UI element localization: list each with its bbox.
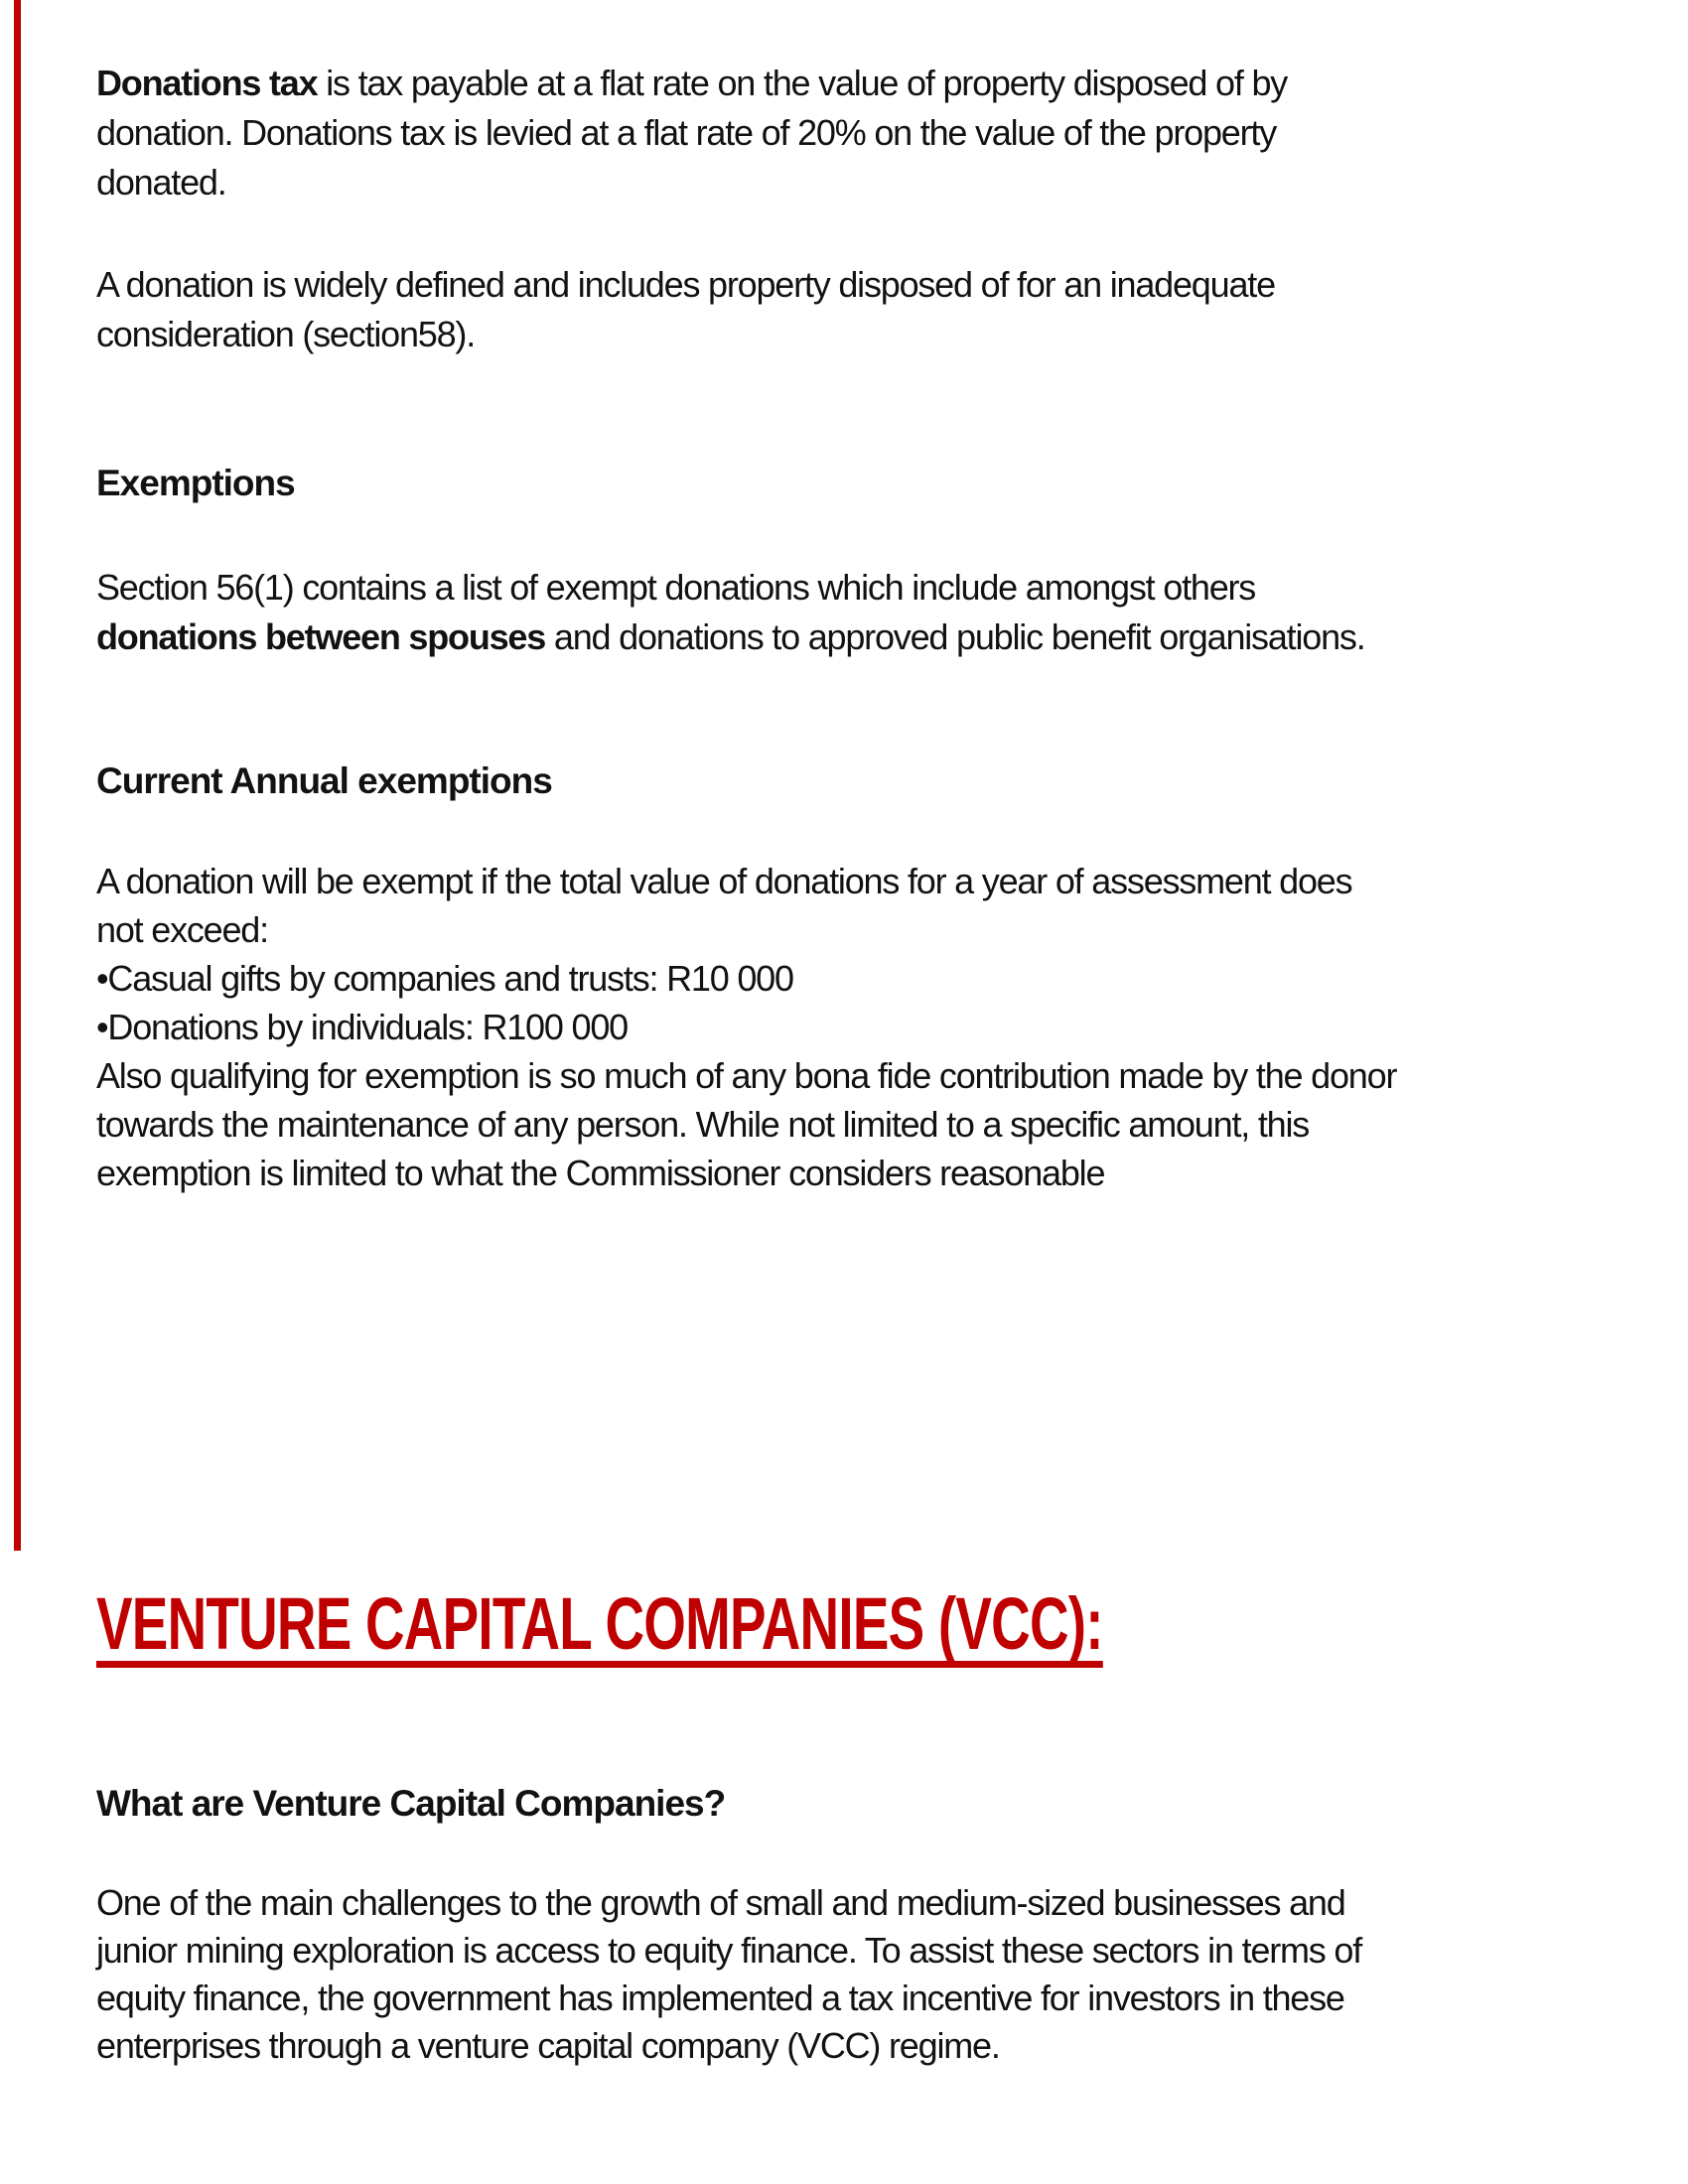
text-run: and donations to approved public benefit organisations. (545, 616, 1365, 657)
paragraph-donation-definition (96, 260, 1275, 359)
text-line (96, 613, 1365, 662)
text-line: equity finance, the government has implemented a tax incentive for investors in these (96, 1978, 1344, 2018)
paragraph-donations-tax (96, 59, 1287, 207)
bold-donations-between-spouses: donations between spouses (96, 616, 546, 657)
heading-venture-capital-companies: VENTURE CAPITAL COMPANIES (VCC): (96, 1587, 1103, 1668)
text-line: exemption is limited to what the Commissioner considers reasonable (96, 1153, 1105, 1193)
heading-exemptions: Exemptions (96, 463, 295, 503)
text-line: towards the maintenance of any person. While not limited to a specific amount, this (96, 1104, 1310, 1145)
text-line: Section 56(1) contains a list of exempt donations which include amongst others (96, 567, 1256, 608)
text-line: not exceed: (96, 909, 268, 950)
paragraph-vcc-description (96, 1879, 1361, 2070)
text-line: donated. (96, 162, 226, 203)
text-line: donation. Donations tax is levied at a flat rate of 20% on the value of the property (96, 112, 1277, 153)
text-line: Also qualifying for exemption is so much of any bona fide contribution made by the donor (96, 1055, 1397, 1096)
text-line: consideration (section58). (96, 314, 476, 354)
bold-lead-donations-tax: Donations tax (96, 63, 318, 103)
text-line: One of the main challenges to the growth of small and medium-sized businesses and (96, 1882, 1345, 1923)
text-line: A donation is widely defined and includes property disposed of for an inadequate (96, 264, 1275, 305)
text-line (96, 59, 1287, 108)
tracked-changes-bar (14, 0, 21, 1551)
paragraph-annual-exemption-details (96, 857, 1396, 1197)
text-line: A donation will be exempt if the total value of donations for a year of assessment does (96, 861, 1352, 901)
heading-current-annual-exemptions: Current Annual exemptions (96, 760, 552, 801)
text-line: enterprises through a venture capital company (VCC) regime. (96, 2025, 1000, 2066)
paragraph-section-56 (96, 563, 1365, 662)
bullet-donations-individuals: •Donations by individuals: R100 000 (96, 1007, 628, 1047)
text-run: is tax payable at a flat rate on the value of property disposed of by (317, 63, 1288, 103)
heading-what-are-vcc: What are Venture Capital Companies? (96, 1783, 726, 1824)
text-line: junior mining exploration is access to equity finance. To assist these sectors in terms of (96, 1930, 1361, 1971)
bullet-casual-gifts: •Casual gifts by companies and trusts: R10 000 (96, 958, 793, 999)
